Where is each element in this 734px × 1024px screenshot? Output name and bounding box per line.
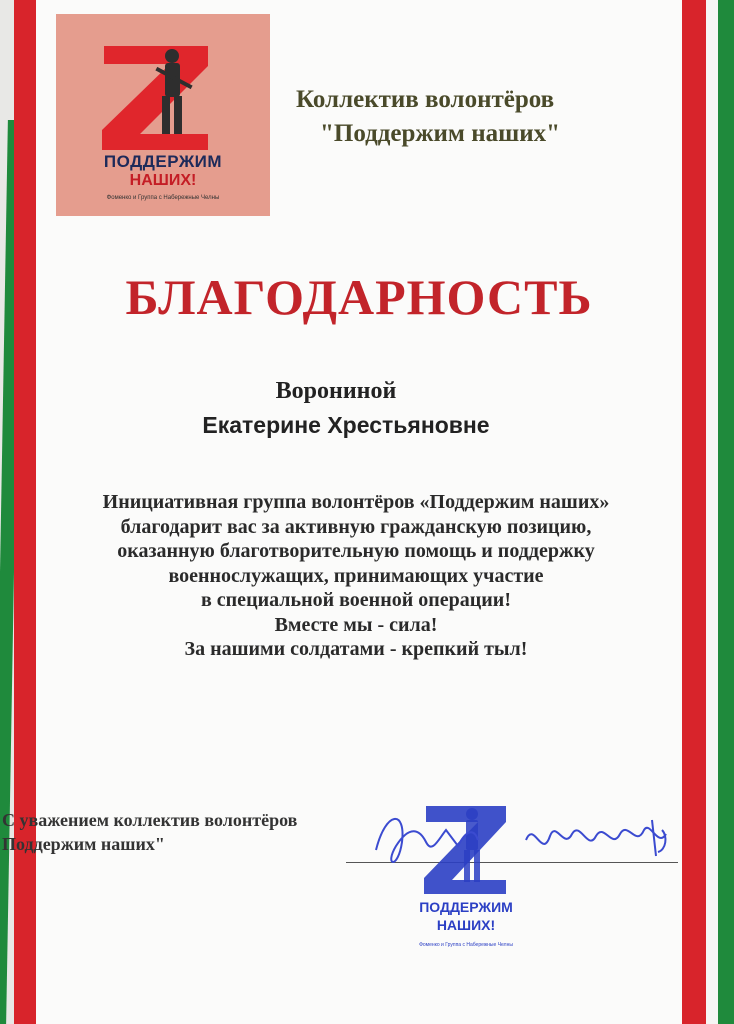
body-line: благодарит вас за активную гражданскую позицию,: [120, 515, 592, 538]
organization-name-line-2: "Поддержим наших": [320, 120, 561, 147]
handwritten-signature: [366, 790, 686, 900]
stamp-text-caption: Фоменко и Группа с Набережные Челны: [419, 942, 513, 948]
closing-line-2: Поддержим наших": [2, 834, 165, 854]
recipient-full-name: Екатерине Хрестьяновне: [202, 412, 490, 438]
z-soldier-logo-icon: [96, 42, 216, 152]
closing-line-1: С уважением коллектив волонтёров: [2, 810, 298, 830]
stamp-text-primary: ПОДДЕРЖИМ: [419, 899, 513, 915]
body-line: в специальной военной операции!: [200, 589, 511, 611]
stamp-text-secondary: НАШИХ!: [436, 917, 496, 933]
body-line: военнослужащих, принимающих участие: [168, 564, 544, 587]
body-line: За нашими солдатами - крепкий тыл!: [184, 638, 528, 660]
organization-name-line-1: Коллектив волонтёров: [296, 86, 555, 113]
body-line: Вместе мы - сила!: [274, 613, 438, 636]
recipient-surname: Ворониной: [275, 378, 397, 404]
organization-logo: [56, 14, 270, 216]
border-green-right: [718, 0, 734, 1024]
border-white-right: [706, 0, 718, 1024]
closing-signoff: [2, 808, 297, 856]
logo-text-secondary: НАШИХ!: [129, 172, 197, 189]
body-line: Инициативная группа волонтёров «Поддержим наших»: [102, 491, 610, 513]
certificate-title: БЛАГОДАРНОСТЬ: [125, 269, 593, 325]
certificate-sheet: [2, 0, 682, 1024]
certificate-body: [36, 490, 676, 662]
logo-text-caption: Фоменко и Группа с Набережные Челны: [106, 195, 220, 201]
logo-text-primary: ПОДДЕРЖИМ: [103, 152, 223, 171]
body-line: оказанную благотворительную помощь и поддержку: [117, 540, 595, 562]
